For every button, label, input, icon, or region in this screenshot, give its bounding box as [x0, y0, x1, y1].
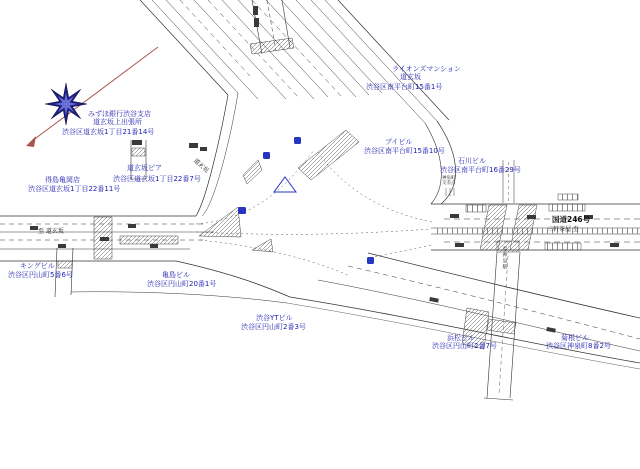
intersection-sign-line2: 交差点 [442, 181, 456, 186]
southeast-road [287, 253, 640, 369]
building-name-label: みずほ銀行渋谷支店 [88, 110, 151, 118]
traffic-islands [199, 160, 273, 252]
building-address-label: 渋谷区南平台町16番29号 [440, 166, 521, 174]
building-address-label: 渋谷区道玄坂1丁目21番14号 [62, 128, 155, 136]
building-address-label: 渋谷区円山町20番1号 [147, 280, 217, 288]
north-arrow-line [32, 47, 158, 141]
building-address-label: 渋谷区南平台町15番10号 [364, 147, 445, 155]
building-name-label: ブイビル [385, 138, 413, 146]
building-name-label: 石川ビル [458, 157, 486, 165]
building-address-label: 渋谷区道玄坂1丁目22番11号 [28, 185, 121, 193]
direction-dogenzaka-label: 至 道玄坂 [38, 228, 64, 235]
building-address-label: 渋谷区神泉町8番2号 [546, 342, 611, 350]
building-name-label: 渋谷YTビル [256, 314, 293, 322]
traffic-signal-icon [238, 207, 246, 214]
building-name-label: 亀島ビル [162, 271, 190, 279]
building-name2-label: 道玄坂 [400, 73, 421, 81]
building-address-label: 渋谷区道玄坂1丁目22番7号 [113, 175, 201, 183]
building-name-label: 菊根ビル [561, 334, 589, 342]
building-name-label: 浜松ビル [447, 334, 475, 342]
direction-sangenjaya-label: 三軒茶屋 至 [547, 226, 579, 233]
building-name-label: 得島亀岡店 [45, 176, 80, 184]
building-name-label: 道玄坂ピア [127, 164, 162, 172]
building-address-label: 渋谷区円山町5番6号 [8, 271, 73, 279]
diagonal-road-name-label: 道玄坂 [191, 157, 211, 175]
building-name-label: ライオンズマンション [392, 65, 461, 73]
building-name-label: キングビル [20, 262, 55, 270]
traffic-signal-icon [294, 137, 301, 144]
intersection-sign-line1: 神泉町 [442, 176, 456, 181]
building-address-label: 渋谷区円山町2番3号 [241, 323, 306, 331]
building-name2-label: 道玄坂上出張所 [93, 118, 142, 126]
building-address-label: 渋谷区南平台町15番1号 [366, 83, 443, 91]
traffic-signal-icon [263, 152, 270, 159]
signal-icons [238, 137, 374, 264]
north-arrow-head [26, 136, 36, 147]
route-number-label: 国道246号 [552, 215, 591, 224]
compass-star-facet [55, 93, 78, 116]
island-triangle-icon [274, 177, 296, 192]
direction-shinsen-label: 至神泉駅 [501, 246, 508, 270]
building-address-label: 渋谷区円山町2番7号 [432, 342, 497, 350]
pedestrian-crossings [94, 38, 537, 349]
traffic-signal-icon [367, 257, 374, 264]
